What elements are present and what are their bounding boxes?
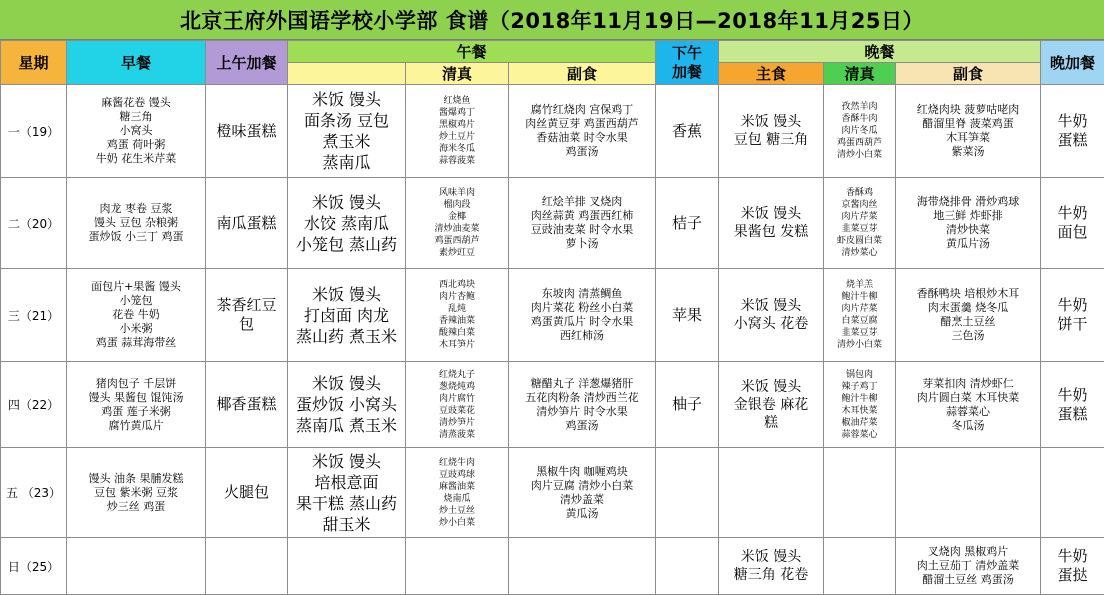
morning-snack-cell: 南瓜蛋糕: [206, 178, 288, 269]
header-lunch: 午餐: [288, 41, 656, 63]
dinner-side-cell: 海带烧排骨 滑炒鸡球 地三鲜 炸虾排 清炒快菜 黄瓜片汤: [896, 178, 1041, 269]
dinner-halal-cell: 烧羊羔 鲍汁牛柳 肉片芹菜 白菜豆腐 韭菜豆芽 清炒小白菜: [824, 269, 896, 362]
dinner-halal-cell: 香酥鸡 京酱肉丝 肉片芹菜 韭菜豆芽 虾皮圆白菜 清炒菜心: [824, 178, 896, 269]
breakfast-cell: 猪肉包子 千层饼 馒头 果酱包 馄饨汤 鸡蛋 莲子米粥 腐竹黄瓜片: [67, 362, 206, 448]
table-row: [1, 362, 1104, 448]
day-cell: 一（19）: [1, 85, 67, 178]
night-snack-cell: 牛奶 面包: [1041, 178, 1104, 269]
afternoon-snack-cell: 苹果: [656, 269, 719, 362]
afternoon-snack-cell: 香蕉: [656, 85, 719, 178]
dinner-side-cell: 红烧肉块 菠萝咕咾肉 醋溜里脊 菠菜鸡蛋 木耳笋菜 紫菜汤: [896, 85, 1041, 178]
header-lunch-halal: 清真: [406, 63, 509, 85]
afternoon-snack-cell: 柚子: [656, 362, 719, 448]
lunch-side-cell: 黑椒牛肉 咖喱鸡块 肉片豆腐 清炒小白菜 清炒盖菜 黄瓜汤: [509, 448, 656, 538]
lunch-halal-cell: 红烧牛肉 豆豉鸡球 麻酱油菜 烧南瓜 炒土豆丝 炒小白菜: [406, 448, 509, 538]
lunch-side-cell: 糖醋丸子 洋葱爆猪肝 五花肉粉条 清炒西兰花 清炒笋片 时令水果 鸡蛋汤: [509, 362, 656, 448]
dinner-staple-cell: 米饭 馒头 糖三角 花卷: [719, 538, 824, 595]
header-dinner-side: 副食: [896, 63, 1041, 85]
header-lunch-side: 副食: [509, 63, 656, 85]
night-snack-cell: 牛奶 蛋挞: [1041, 538, 1104, 595]
morning-snack-cell: 橙味蛋糕: [206, 85, 288, 178]
morning-snack-cell: 椰香蛋糕: [206, 362, 288, 448]
table-row: [1, 269, 1104, 362]
morning-snack-cell: [206, 538, 288, 595]
header-dinner-staple: 主食: [719, 63, 824, 85]
dinner-side-cell: 叉烧肉 黑椒鸡片 肉土豆茄丁 清炒盖菜 醋溜土豆丝 鸡蛋汤: [896, 538, 1041, 595]
day-cell: 五 （23）: [1, 448, 67, 538]
table-row: [1, 538, 1104, 595]
lunch-side-cell: 东坡肉 清蒸鲷鱼 肉片菜花 粉丝小白菜 鸡蛋黄瓜片 时令水果 西红柿汤: [509, 269, 656, 362]
lunch-halal-cell: 西北鸡块 肉片杏鲍 乱炖 香辣油菜 酸辣白菜 木耳笋片: [406, 269, 509, 362]
breakfast-cell: 麻酱花卷 馒头 糖三角 小窝头 鸡蛋 荷叶粥 牛奶 花生米芹菜: [67, 85, 206, 178]
header-breakfast: 早餐: [67, 41, 206, 85]
night-snack-cell: 牛奶 饼干: [1041, 269, 1104, 362]
afternoon-snack-cell: [656, 538, 719, 595]
dinner-halal-cell: [824, 448, 896, 538]
dinner-halal-cell: 孜然羊肉 香酥牛肉 肉片冬瓜 鸡蛋西葫芦 清炒小白菜: [824, 85, 896, 178]
breakfast-cell: 肉龙 枣卷 豆浆 馒头 豆包 杂粮粥 蛋炒饭 小三丁 鸡蛋: [67, 178, 206, 269]
lunch-staple-cell: 米饭 馒头 面条汤 豆包 煮玉米 蒸南瓜: [288, 85, 406, 178]
header-dinner-halal: 清真: [824, 63, 896, 85]
day-cell: 三（21）: [1, 269, 67, 362]
header-morning-snack: 上午加餐: [206, 41, 288, 85]
afternoon-snack-cell: [656, 448, 719, 538]
table-row: [1, 85, 1104, 178]
dinner-halal-cell: [824, 538, 896, 595]
header-day: 星期: [1, 41, 67, 85]
breakfast-cell: [67, 538, 206, 595]
lunch-halal-cell: 红烧鱼 酱爆鸡丁 黑椒鸡片 炒土豆片 海米冬瓜 蒜蓉菠菜: [406, 85, 509, 178]
lunch-staple-cell: 米饭 馒头 水饺 蒸南瓜 小笼包 蒸山药: [288, 178, 406, 269]
lunch-side-cell: [509, 538, 656, 595]
day-cell: 日（25）: [1, 538, 67, 595]
lunch-halal-cell: 红烧丸子 葱烧炖鸡 肉片腐竹 豆豉菜花 清炒笋片 清蒸菠菜: [406, 362, 509, 448]
night-snack-cell: [1041, 448, 1104, 538]
lunch-staple-cell: 米饭 馒头 打卤面 肉龙 蒸山药 煮玉米: [288, 269, 406, 362]
lunch-side-cell: 红烩羊排 叉烧肉 肉丝蒜黄 鸡蛋西红柿 豆豉油麦菜 时令水果 萝卜汤: [509, 178, 656, 269]
lunch-staple-cell: 米饭 馒头 蛋炒饭 小窝头 蒸南瓜 煮玉米: [288, 362, 406, 448]
night-snack-cell: 牛奶 蛋糕: [1041, 362, 1104, 448]
night-snack-cell: 牛奶 蛋糕: [1041, 85, 1104, 178]
header-lunch-staple: [288, 63, 406, 85]
lunch-staple-cell: 米饭 馒头 培根意面 果干糕 蒸山药 甜玉米: [288, 448, 406, 538]
day-cell: 四（22）: [1, 362, 67, 448]
dinner-staple-cell: 米饭 馒头 果酱包 发糕: [719, 178, 824, 269]
dinner-staple-cell: [719, 448, 824, 538]
dinner-staple-cell: 米饭 馒头 豆包 糖三角: [719, 85, 824, 178]
weekly-menu-table: [0, 40, 1104, 595]
dinner-side-cell: 香酥鸭块 培根炒木耳 肉末蛋羹 烧冬瓜 醋烹土豆丝 三色汤: [896, 269, 1041, 362]
header-afternoon-snack: 下午 加餐: [656, 41, 719, 85]
breakfast-cell: 馒头 油条 果脯发糕 豆包 紫米粥 豆浆 炒三丝 鸡蛋: [67, 448, 206, 538]
header-dinner: 晚餐: [719, 41, 1041, 63]
afternoon-snack-cell: 桔子: [656, 178, 719, 269]
lunch-halal-cell: [406, 538, 509, 595]
header-night-snack: 晚加餐: [1041, 41, 1104, 85]
morning-snack-cell: 茶香红豆 包: [206, 269, 288, 362]
dinner-staple-cell: 米饭 馒头 金银卷 麻花 糕: [719, 362, 824, 448]
breakfast-cell: 面包片+果酱 馒头 小笼包 花卷 牛奶 小米粥 鸡蛋 蒜茸海带丝: [67, 269, 206, 362]
dinner-side-cell: [896, 448, 1041, 538]
dinner-halal-cell: 锅包肉 辣子鸡丁 鲍汁牛柳 木耳快菜 椒油芹菜 蒜蓉菜心: [824, 362, 896, 448]
lunch-halal-cell: 风味羊肉 榴肉段 金椰 清炒油麦菜 鸡蛋西葫芦 素炒豇豆: [406, 178, 509, 269]
table-row: [1, 178, 1104, 269]
lunch-staple-cell: [288, 538, 406, 595]
dinner-side-cell: 芽菜扣肉 清炒虾仁 肉片圆白菜 木耳快菜 蒜蓉菜心 冬瓜汤: [896, 362, 1041, 448]
lunch-side-cell: 腐竹红烧肉 宫保鸡丁 肉丝黄豆芽 鸡蛋西葫芦 香菇油菜 时令水果 鸡蛋汤: [509, 85, 656, 178]
page-title: 北京王府外国语学校小学部 食谱（2018年11月19日—2018年11月25日）: [0, 0, 1104, 40]
day-cell: 二（20）: [1, 178, 67, 269]
morning-snack-cell: 火腿包: [206, 448, 288, 538]
table-row: [1, 448, 1104, 538]
dinner-staple-cell: 米饭 馒头 小窝头 花卷: [719, 269, 824, 362]
